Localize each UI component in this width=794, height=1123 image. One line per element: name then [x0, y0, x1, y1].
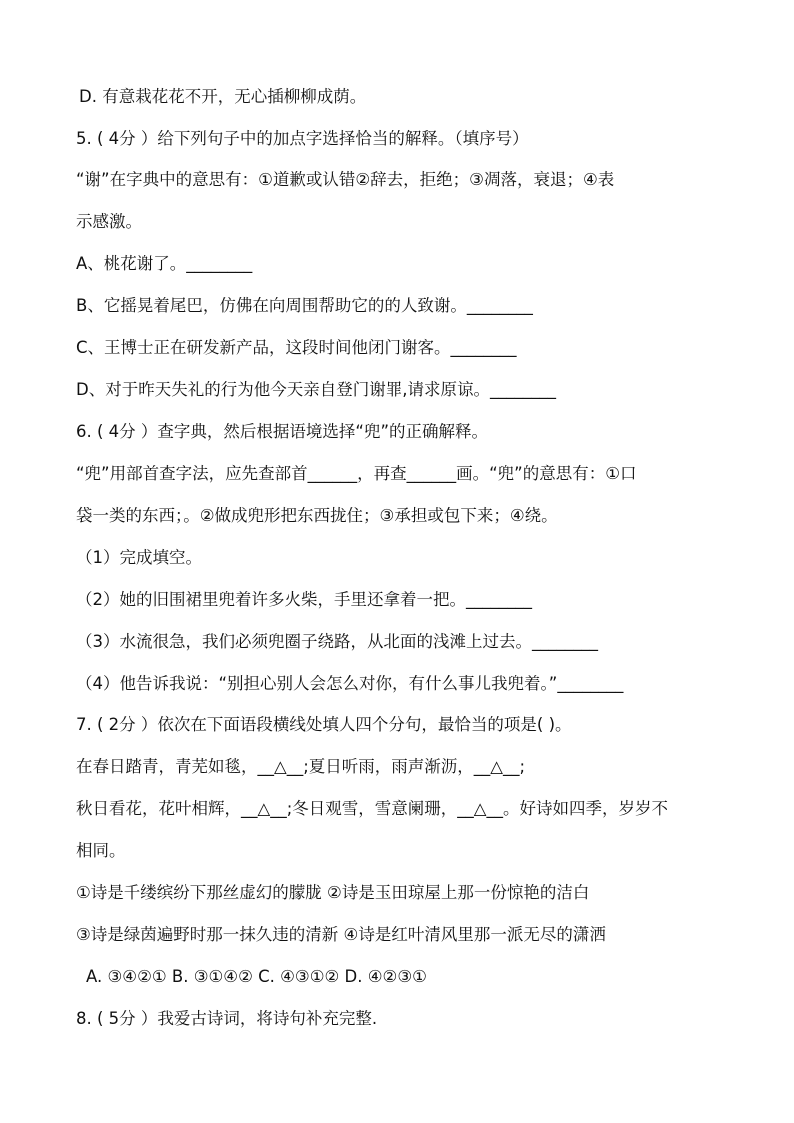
q6-sub-2: （2）她的旧围裙里兜着许多火柴，手里还拿着一把。________: [76, 590, 532, 609]
option-d-text: D. 有意栽花花不开，无心插柳柳成荫。: [79, 87, 367, 106]
q6-definition-line1: “兜”用部首查字法，应先查部首______，再查______画。“兜”的意思有：①口: [76, 464, 637, 483]
q6-sub-4: （4）他告诉我说：“别担心别人会怎么对你，有什么事儿我兜着。”________: [76, 674, 624, 693]
q8-header: 8. ( 5分 ）我爱古诗词，将诗句补充完整.: [76, 1009, 378, 1028]
q5-definition-line2: 示感激。: [76, 212, 142, 231]
q5-header: 5. ( 4分 ）给下列句子中的加点字选择恰当的解释。（填序号）: [76, 129, 529, 148]
q5-item-a: A、桃花谢了。________: [76, 254, 253, 273]
q7-sentences-line1: ①诗是千缕缤纷下那丝虚幻的朦胧 ②诗是玉田琼屋上那一份惊艳的洁白: [76, 883, 590, 902]
q5-definition-line1: “谢”在字典中的意思有：①道歉或认错②辞去，拒绝；③凋落，衰退；④表: [76, 170, 615, 189]
q5-item-c: C、王博士正在研发新产品，这段时间他闭门谢客。________: [76, 338, 517, 357]
q7-passage-line2: 秋日看花，花叶相辉，__△__;冬日观雪，雪意阑珊，__△__。好诗如四季，岁岁不: [76, 799, 668, 818]
q7-sentences-line2: ③诗是绿茵遍野时那一抹久违的清新 ④诗是红叶清风里那一派无尽的潇洒: [76, 925, 606, 944]
q5-item-d: D、对于昨天失礼的行为他今天亲自登门谢罪,请求原谅。________: [76, 380, 556, 399]
q5-item-b: B、它摇晃着尾巴，仿佛在向周围帮助它的的人致谢。________: [76, 296, 533, 315]
q7-passage-line3: 相同。: [76, 841, 126, 860]
q6-definition-line2: 袋一类的东西；。②做成兜形把东西拢住；③承担或包下来；④绕。: [76, 506, 558, 525]
q6-sub-1: （1）完成填空。: [76, 548, 202, 567]
q6-header: 6. ( 4分 ）查字典，然后根据语境选择“兜”的正确解释。: [76, 422, 489, 441]
q7-choices: A. ③④②① B. ③①④② C. ④③①② D. ④②③①: [86, 967, 427, 986]
q7-header: 7. ( 2分 ）依次在下面语段横线处填人四个分句，最恰当的项是( )。: [76, 715, 572, 734]
q7-passage-line1: 在春日踏青，青芜如毯，__△__;夏日听雨，雨声渐沥，__△__;: [76, 757, 525, 776]
q6-sub-3: （3）水流很急，我们必须兜圈子绕路，从北面的浅滩上过去。________: [76, 632, 598, 651]
